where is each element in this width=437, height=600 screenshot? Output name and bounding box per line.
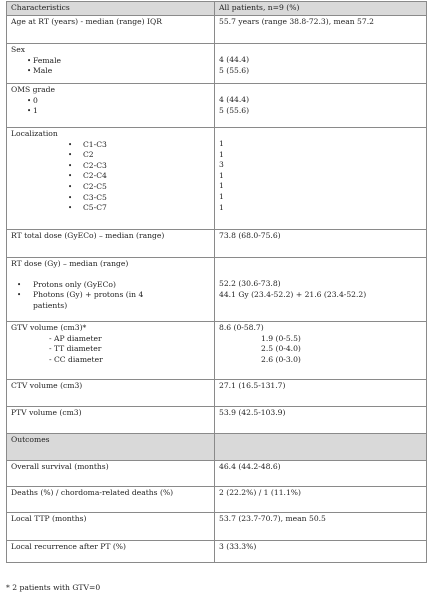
- characteristics-table: [6, 1, 427, 563]
- gtv-tt-label: - TT diameter: [49, 344, 102, 354]
- oms-1-value: 5 (55.6): [219, 105, 250, 115]
- ttp-value: 53.7 (23.7-70.7), mean 50.5: [215, 513, 427, 541]
- characteristics-table-wrap: [6, 1, 427, 563]
- ptv-label: PTV volume (cm3): [7, 407, 215, 434]
- sex-label: Sex: [11, 45, 25, 54]
- localization-item-value: 1: [219, 170, 224, 180]
- oms-label: OMS grade: [11, 85, 55, 94]
- oms-1-label: • 1: [11, 106, 210, 117]
- photons-value: 44.1 Gy (23.4-52.2) + 21.6 (23.4-52.2): [219, 289, 367, 299]
- rt-total-label: RT total dose (GyECo) – median (range): [7, 230, 215, 258]
- gtv-cc-value: 2.6 (0-3.0): [261, 354, 301, 364]
- sex-male-value: 5 (55.6): [219, 65, 250, 75]
- table-row: [7, 16, 427, 44]
- table-footnote: * 2 patients with GTV=0: [6, 583, 101, 592]
- header-all-patients: All patients, n=9 (%): [215, 2, 427, 16]
- localization-item-label: • C1-C3: [11, 140, 210, 151]
- table-header-row: [7, 2, 427, 16]
- table-row: [7, 487, 427, 513]
- os-value: 46.4 (44.2-48.6): [215, 461, 427, 487]
- localization-item-value: 1: [219, 202, 224, 212]
- recurrence-value: 3 (33.3%): [215, 541, 427, 563]
- header-characteristics: Characteristics: [7, 2, 215, 16]
- oms-0-label: • 0: [11, 96, 210, 107]
- localization-item-value: 1: [219, 139, 224, 148]
- localization-item-label: • C3-C5: [11, 193, 210, 204]
- rt-total-value: 73.8 (68.0-75.6): [215, 230, 427, 258]
- localization-item-label: • C2-C5: [11, 182, 210, 193]
- table-row: [7, 128, 427, 230]
- deaths-value: 2 (22.2%) / 1 (11.1%): [215, 487, 427, 513]
- table-row: [7, 258, 427, 322]
- table-row: [7, 461, 427, 487]
- outcomes-label: Outcomes: [7, 434, 215, 461]
- gtv-value: 8.6 (0-58.7): [219, 323, 264, 332]
- table-row: [7, 230, 427, 258]
- localization-item-label: • C2-C4: [11, 171, 210, 182]
- recurrence-label: Local recurrence after PT (%): [7, 541, 215, 563]
- sex-female-label: • Female: [11, 56, 210, 67]
- sex-male-label: • Male: [11, 66, 210, 77]
- table-row: [7, 44, 427, 84]
- rt-dose-label: RT dose (Gy) – median (range): [11, 259, 129, 268]
- gtv-ap-label: - AP diameter: [49, 333, 102, 343]
- table-row: [7, 380, 427, 407]
- table-row: [7, 84, 427, 128]
- table-row: [7, 407, 427, 434]
- gtv-label: GTV volume (cm3)*: [11, 323, 87, 332]
- photons-label-cont: patients): [33, 300, 68, 310]
- age-value: 55.7 years (range 38.8-72.3), mean 57.2: [215, 16, 427, 44]
- localization-item-value: 1: [219, 181, 224, 191]
- oms-0-value: 4 (44.4): [219, 95, 250, 104]
- ctv-value: 27.1 (16.5-131.7): [215, 380, 427, 407]
- outcomes-row: [7, 434, 427, 461]
- table-row: [7, 541, 427, 563]
- localization-item-label: • C2-C3: [11, 161, 210, 172]
- os-label: Overall survival (months): [7, 461, 215, 487]
- localization-item-label: • C2: [11, 150, 210, 161]
- localization-item-value: 1: [219, 191, 224, 201]
- ptv-value: 53.9 (42.5-103.9): [215, 407, 427, 434]
- gtv-ap-value: 1.9 (0-5.5): [261, 333, 301, 343]
- localization-item-value: 1: [219, 149, 224, 159]
- ttp-label: Local TTP (months): [7, 513, 215, 541]
- photons-label: • Photons (Gy) + protons (in 4: [11, 290, 210, 301]
- age-label: Age at RT (years) - median (range) IQR: [7, 16, 215, 44]
- localization-item-value: 3: [219, 160, 224, 170]
- gtv-tt-value: 2.5 (0-4.0): [261, 344, 301, 354]
- ctv-label: CTV volume (cm3): [7, 380, 215, 407]
- table-row: [7, 322, 427, 380]
- gtv-cc-label: - CC diameter: [49, 354, 103, 364]
- sex-female-value: 4 (44.4): [219, 55, 250, 64]
- protons-label: • Protons only (GyECo): [11, 280, 210, 291]
- deaths-label: Deaths (%) / chordoma-related deaths (%): [7, 487, 215, 513]
- localization-item-label: • C5-C7: [11, 203, 210, 214]
- protons-value: 52.2 (30.6-73.8): [219, 279, 281, 288]
- localization-label: Localization: [11, 129, 58, 138]
- table-row: [7, 513, 427, 541]
